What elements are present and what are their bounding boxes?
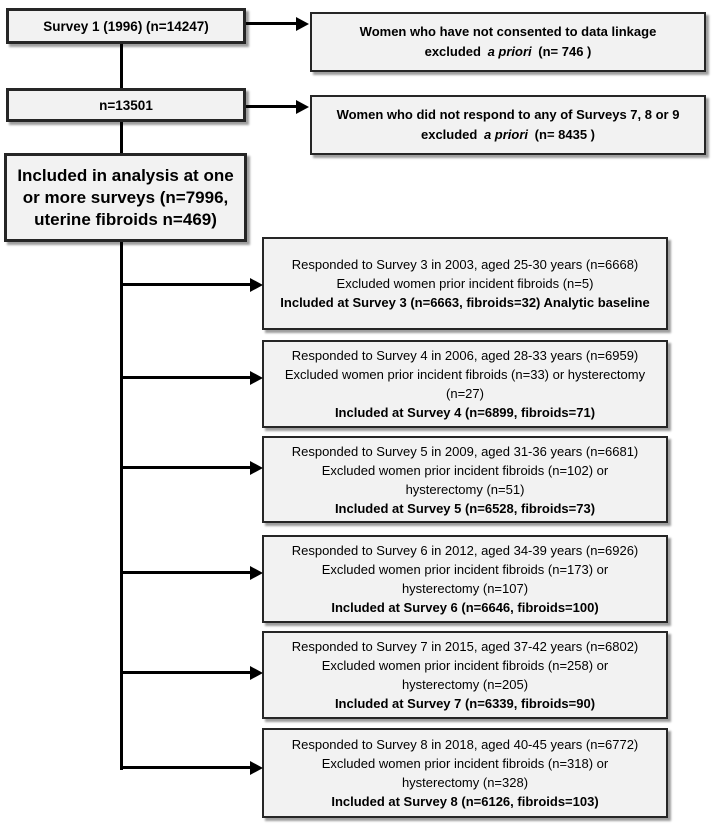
survey5-responded-line: Responded to Survey 5 in 2009, aged 31-36 years (n=6681): [291, 443, 639, 459]
connector-survey1-to-n13501: [120, 44, 123, 88]
survey4-responded-line: Responded to Survey 4 in 2006, aged 28-33 years (n=6959): [291, 348, 639, 363]
connector-n13501-to-exclusion2: [246, 105, 296, 108]
survey8-included-line: Included at Survey 8 (n=6126, fibroids=103): [331, 794, 599, 809]
survey5-excluded-line: Excluded women prior incident fibroids (n=102) or hysterectomy (n=51): [321, 462, 609, 497]
connector-trunk-to-survey8: [120, 766, 250, 769]
survey1-node: [6, 8, 246, 44]
arrowhead-right-icon: [250, 278, 263, 292]
connector-survey1-to-exclusion1: [246, 22, 296, 25]
survey5-node: [262, 436, 668, 523]
survey8-responded-line: Responded to Survey 8 in 2018, aged 40-45 years (n=6772): [291, 737, 639, 752]
survey3-responded-line: Responded to Survey 3 in 2003, aged 25-30 years (n=6668): [291, 257, 639, 272]
n13501-node: [6, 88, 246, 122]
survey6-included-line: Included at Survey 6 (n=6646, fibroids=100): [331, 600, 599, 615]
arrowhead-right-icon: [250, 461, 263, 475]
survey8-node: [262, 728, 668, 818]
connector-n13501-to-included: [120, 122, 123, 153]
survey3-excluded-line: Excluded women prior incident fibroids (n=5): [336, 276, 594, 291]
included-analysis-node: [4, 153, 247, 242]
exclusion-nonresponse-post: (n= 8435 ): [534, 127, 596, 142]
arrowhead-right-icon: [250, 371, 263, 385]
exclusion-nonresponse-italic: a priori: [483, 127, 529, 142]
exclusion-consent-line1: Women who have not consented to data linkage: [359, 24, 657, 39]
exclusion-consent-node: [310, 12, 706, 72]
survey7-included-line: Included at Survey 7 (n=6339, fibroids=90): [334, 696, 596, 711]
arrowhead-right-icon: [250, 566, 263, 580]
survey6-responded-line: Responded to Survey 6 in 2012, aged 34-39 years (n=6926): [291, 543, 639, 558]
arrowhead-right-icon: [296, 100, 309, 114]
survey3-included-line: Included at Survey 3 (n=6663, fibroids=32) Analytic baseline: [280, 295, 650, 310]
arrowhead-right-icon: [296, 17, 309, 31]
exclusion-nonresponse-line2: [421, 125, 595, 145]
survey4-node: [262, 340, 668, 428]
exclusion-nonresponse-pre: excluded: [420, 127, 478, 142]
survey4-excluded-line: Excluded women prior incident fibroids (n=33) or hysterectomy (n=27): [284, 367, 646, 401]
survey7-excluded-line: Excluded women prior incident fibroids (n=258) or hysterectomy (n=205): [321, 658, 609, 692]
survey7-responded-line: Responded to Survey 7 in 2015, aged 37-42 years (n=6802): [291, 639, 639, 654]
connector-trunk-to-survey4: [120, 376, 250, 379]
survey6-excluded-line: Excluded women prior incident fibroids (n=173) or hysterectomy (n=107): [321, 562, 609, 596]
exclusion-consent-post: (n= 746 ): [538, 44, 592, 59]
connector-trunk: [120, 242, 123, 770]
n13501-label: n=13501: [99, 97, 153, 113]
survey4-included-line: Included at Survey 4 (n=6899, fibroids=71): [334, 405, 596, 420]
exclusion-consent-italic: a priori: [487, 44, 532, 59]
survey6-node: [262, 535, 668, 623]
arrowhead-right-icon: [250, 761, 263, 775]
connector-trunk-to-survey5: [120, 466, 250, 469]
survey1-label: Survey 1 (1996) (n=14247): [43, 18, 209, 34]
exclusion-nonresponse-line1: Women who did not respond to any of Surveys 7, 8 or 9: [336, 107, 680, 122]
connector-trunk-to-survey6: [120, 571, 250, 574]
connector-trunk-to-survey3: [120, 283, 250, 286]
survey8-excluded-line: Excluded women prior incident fibroids (n=318) or hysterectomy (n=328): [321, 756, 609, 790]
exclusion-nonresponse-node: [310, 95, 706, 155]
arrowhead-right-icon: [250, 666, 263, 680]
survey5-included-line: Included at Survey 5 (n=6528, fibroids=73): [334, 500, 596, 516]
exclusion-consent-pre: excluded: [424, 44, 481, 59]
survey3-node: [262, 237, 668, 330]
exclusion-consent-line2: [425, 42, 592, 62]
survey7-node: [262, 631, 668, 719]
connector-trunk-to-survey7: [120, 671, 250, 674]
included-analysis-label: Included in analysis at one or more surveys (n=7996, uterine fibroids n=469): [17, 165, 234, 229]
